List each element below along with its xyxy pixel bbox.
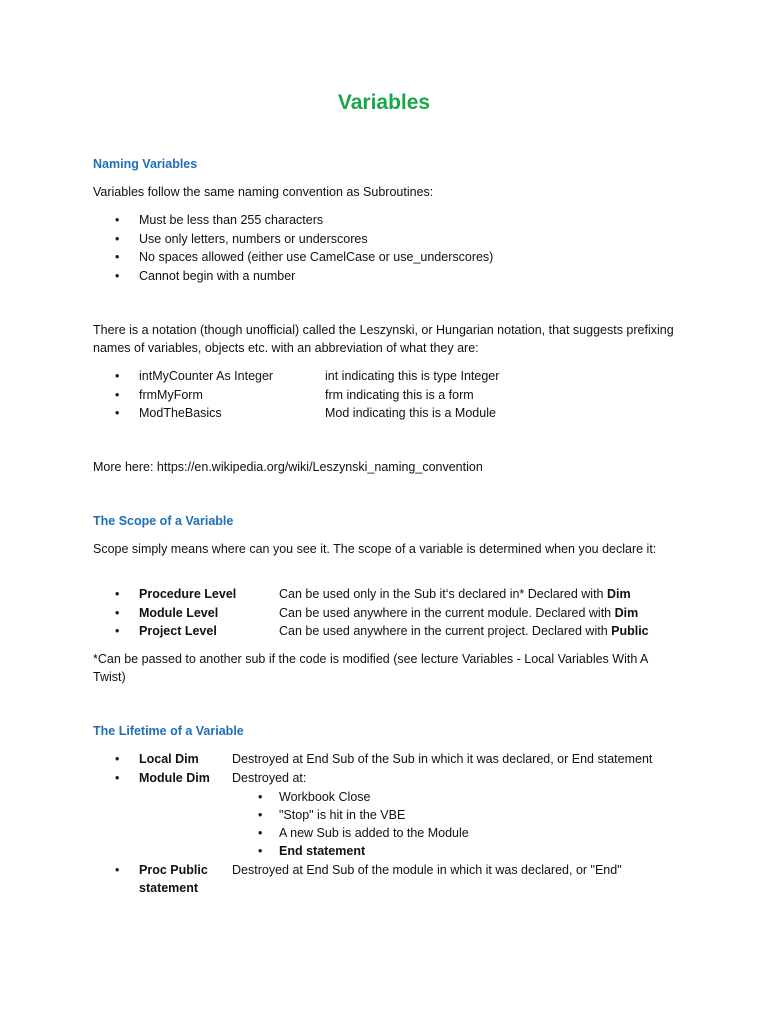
list-item [93, 267, 693, 286]
rule-text: Must be less than 255 characters [139, 213, 324, 227]
bullet-icon: • [115, 605, 120, 620]
bullet-icon: • [115, 862, 120, 877]
list-item [93, 769, 693, 861]
list-item [93, 211, 693, 230]
bullet-icon: • [115, 587, 120, 601]
scope-level-label: Procedure Level [139, 587, 237, 601]
list-item [93, 861, 693, 897]
lifetime-desc: Destroyed at End Sub of the module in which it was declared, or "End" [232, 862, 622, 877]
example-desc: int indicating this is type Integer [325, 369, 500, 383]
lifetime-label: Proc Public statement [139, 862, 208, 895]
bullet-icon: • [115, 770, 120, 785]
scope-level-label: Project Level [139, 624, 217, 638]
example-desc: Mod indicating this is a Module [325, 406, 496, 420]
page-title: Variables [337, 91, 431, 114]
bullet-icon: • [115, 387, 120, 402]
scope-keyword: Public [611, 624, 649, 638]
bullet-icon: • [258, 826, 263, 841]
bullet-icon: • [115, 752, 120, 766]
rule-text: Cannot begin with a number [139, 268, 296, 283]
bullet-icon: • [258, 789, 263, 804]
lifetime-desc: Destroyed at End Sub of the Sub in which it was declared, or End statement [232, 752, 653, 766]
bullet-icon: • [115, 268, 120, 283]
bullet-icon: • [115, 369, 120, 383]
event-text: A new Sub is added to the Module [279, 826, 469, 841]
bullet-icon: • [115, 624, 120, 638]
event-text: "Stop" is hit in the VBE [279, 807, 406, 822]
bullet-icon: • [115, 231, 120, 246]
scope-level-desc: Can be used anywhere in the current module. Declared with [279, 605, 615, 620]
scope-keyword: Dim [614, 605, 639, 620]
scope-heading: The Scope of a Variable [93, 514, 234, 528]
lifetime-desc: Destroyed at: [232, 770, 307, 785]
list-item [254, 806, 469, 824]
example-name: ModTheBasics [139, 406, 222, 420]
list-item [93, 230, 693, 249]
list-item [254, 824, 469, 842]
scope-level-desc: Can be used anywhere in the current project. Declared with [279, 624, 612, 638]
list-item [93, 386, 693, 405]
list-item [254, 788, 469, 806]
event-text: End statement [279, 844, 366, 859]
list-item [93, 604, 693, 623]
example-name: frmMyForm [139, 387, 203, 402]
rule-text: Use only letters, numbers or underscores [139, 231, 368, 246]
bullet-icon: • [115, 250, 120, 264]
list-item [93, 248, 693, 267]
example-desc: frm indicating this is a form [325, 387, 474, 402]
example-name: intMyCounter As Integer [139, 369, 274, 383]
scope-level-label: Module Level [139, 605, 219, 620]
lifetime-list [93, 750, 693, 897]
lifetime-label: Module Dim [139, 770, 210, 785]
bullet-icon: • [258, 807, 263, 822]
bullet-icon: • [258, 844, 263, 859]
list-item [254, 842, 469, 860]
more-here-link-text: More here: https://en.wikipedia.org/wiki/Leszynski_naming_convention [93, 460, 483, 474]
bullet-icon: • [115, 406, 120, 420]
notation-paragraph: There is a notation (though unofficial) called the Leszynski, or Hungarian notation, that suggests prefixing names of variables, objects etc. with an abbreviation of what they are: [93, 323, 674, 355]
naming-rules-list [93, 211, 693, 285]
scope-intro: Scope simply means where can you see it. The scope of a variable is determined when you declare it: [93, 542, 657, 556]
rule-text: No spaces allowed (either use CamelCase or use_underscores) [139, 250, 494, 264]
module-dim-events-list [254, 788, 469, 861]
scope-levels-list [93, 585, 693, 641]
naming-intro: Variables follow the same naming convention as Subroutines: [93, 185, 434, 199]
list-item [93, 404, 693, 423]
bullet-icon: • [115, 213, 120, 227]
notation-examples-list [93, 367, 693, 423]
event-text: Workbook Close [279, 789, 371, 804]
naming-heading: Naming Variables [93, 157, 198, 171]
scope-level-desc: Can be used only in the Sub it‘s declared in* Declared with [279, 587, 607, 601]
lifetime-label: Local Dim [139, 752, 199, 766]
list-item [93, 750, 693, 769]
list-item [93, 585, 693, 604]
scope-keyword: Dim [606, 587, 631, 601]
list-item [93, 622, 693, 641]
list-item [93, 367, 693, 386]
scope-footnote: *Can be passed to another sub if the code is modified (see lecture Variables - Local Variables With A Twist) [93, 652, 648, 684]
lifetime-heading: The Lifetime of a Variable [93, 724, 244, 738]
